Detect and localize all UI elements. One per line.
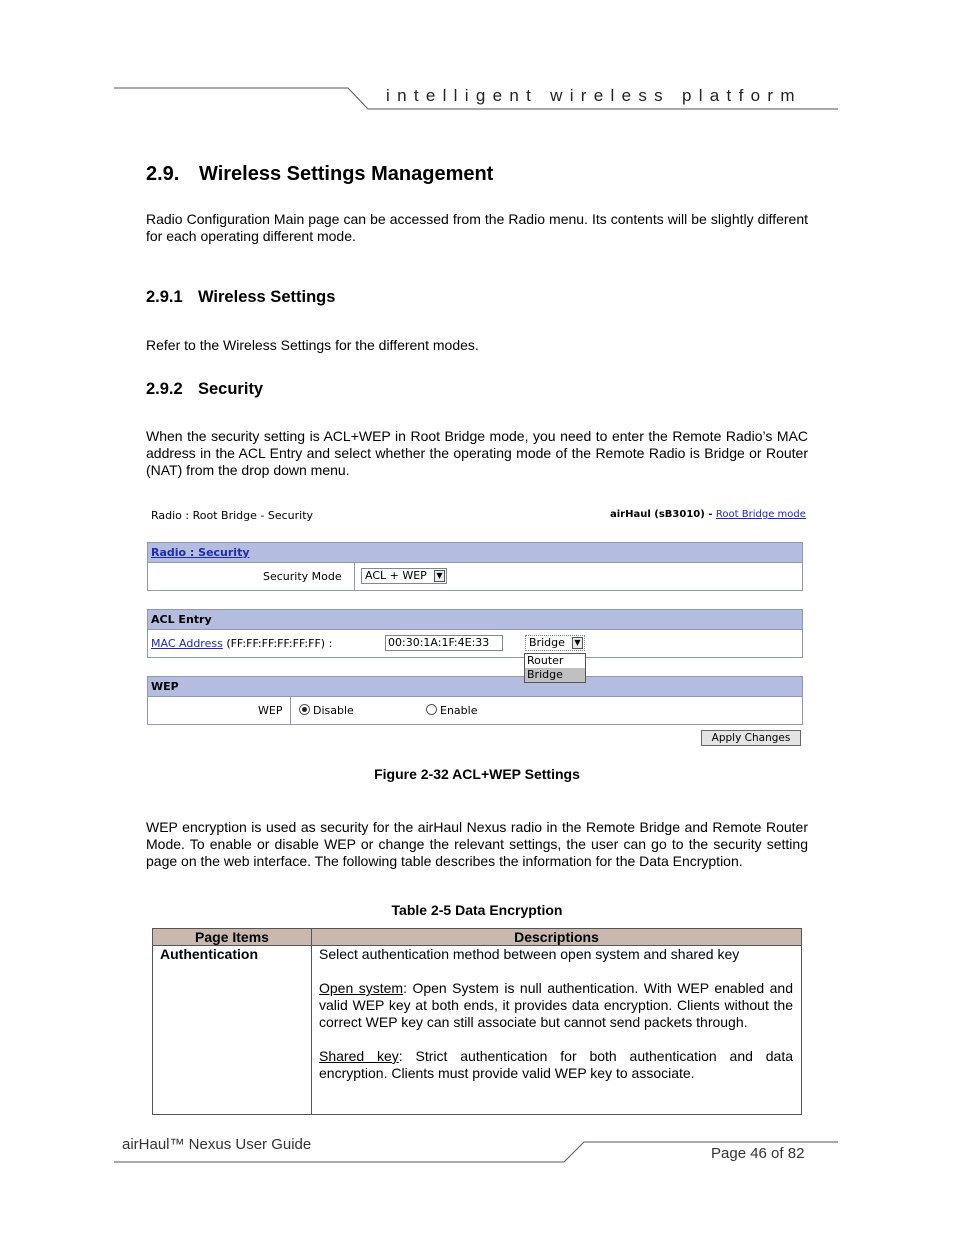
- figure-caption: Figure 2-32 ACL+WEP Settings: [374, 766, 580, 782]
- device-info: [610, 509, 806, 520]
- wep-disable-label: Disable: [313, 704, 354, 717]
- security-mode-select[interactable]: [361, 568, 447, 584]
- table-header-row: [153, 929, 802, 946]
- item-authentication: Authentication: [160, 946, 258, 962]
- subsection-title: Wireless Settings: [198, 288, 336, 306]
- wep-bar-title: WEP: [151, 680, 179, 693]
- mode-value: Bridge: [529, 636, 565, 649]
- device-name: airHaul (sB3010) -: [610, 509, 713, 520]
- acl-entry-row: [147, 630, 803, 658]
- shared-key-text: : Strict authentication for both authentication and data encryption. Clients must provide valid WEP key to associate.: [319, 1048, 793, 1081]
- security-bar-link[interactable]: Radio : Security: [151, 546, 250, 559]
- cell-divider: [354, 563, 355, 590]
- column-header-page-items: Page Items: [153, 929, 312, 946]
- table-caption: Table 2-5 Data Encryption: [391, 902, 563, 918]
- wep-label: WEP: [258, 704, 283, 717]
- mode-option-bridge[interactable]: Bridge: [525, 668, 585, 682]
- desc-intro: Select authentication method between open system and shared key: [319, 946, 740, 962]
- mac-format: (FF:FF:FF:FF:FF:FF) :: [226, 637, 333, 650]
- subsection-number: 2.9.1: [146, 288, 183, 306]
- open-system-text: : Open System is null authentication. With WEP enabled and valid WEP key at both ends, it provides data encryption. Clients without the correct WEP key can still associate but cannot send packets through.: [319, 980, 793, 1030]
- wep-enable-option[interactable]: [426, 704, 477, 717]
- wep-bar: [147, 676, 803, 697]
- cell-divider: [290, 697, 291, 724]
- footer-page-number: Page 46 of 82: [711, 1145, 805, 1162]
- subsection-title: Security: [198, 380, 264, 398]
- security-mode-value: ACL + WEP: [365, 569, 427, 582]
- radio-selected-icon[interactable]: [299, 704, 310, 715]
- wep-paragraph: WEP encryption is used as security for the airHaul Nexus radio in the Remote Bridge and Remote Router Mode. To enable or disable WEP or change the relevant settings, the user can go to the security setting page on the web interface. The following table describes the information for the Data Encryption.: [146, 819, 808, 869]
- subsection-heading-security: [146, 380, 263, 399]
- chevron-down-icon: ▼: [572, 637, 583, 649]
- desc-open-system: [319, 980, 793, 1031]
- table-row: [153, 946, 802, 1115]
- section-number: 2.9.: [146, 163, 180, 185]
- subsection-heading-wireless: [146, 288, 335, 307]
- mode-option-router[interactable]: Router: [527, 654, 564, 667]
- open-system-term: Open system: [319, 980, 404, 996]
- data-encryption-table: [152, 928, 802, 1115]
- security-mode-row: [147, 563, 803, 591]
- security-bar: [147, 542, 803, 563]
- mode-select[interactable]: [525, 635, 585, 651]
- footer-guide-title: airHaul™ Nexus User Guide: [122, 1136, 312, 1153]
- radio-unselected-icon[interactable]: [426, 704, 437, 715]
- item-cell: [153, 946, 312, 1115]
- column-header-descriptions: Descriptions: [312, 929, 802, 946]
- breadcrumb: Radio : Root Bridge - Security: [151, 509, 314, 522]
- header-tagline: intelligent wireless platform: [386, 86, 802, 105]
- acl-entry-bar: [147, 609, 803, 630]
- section-heading: [146, 163, 493, 186]
- wireless-paragraph: Refer to the Wireless Settings for the different modes.: [146, 337, 479, 353]
- acl-entry-title: ACL Entry: [151, 613, 212, 626]
- security-mode-label: Security Mode: [263, 570, 342, 583]
- wep-row: [147, 697, 803, 725]
- apply-changes-button[interactable]: Apply Changes: [701, 730, 801, 746]
- mac-label: [151, 637, 332, 650]
- section-title: Wireless Settings Management: [199, 163, 494, 185]
- wep-disable-option[interactable]: [299, 704, 354, 717]
- subsection-number: 2.9.2: [146, 380, 183, 398]
- mode-link[interactable]: Root Bridge mode: [715, 509, 806, 520]
- desc-shared-key: [319, 1048, 793, 1082]
- wep-enable-label: Enable: [440, 704, 478, 717]
- mac-address-input[interactable]: 00:30:1A:1F:4E:33: [385, 635, 503, 651]
- security-paragraph: When the security setting is ACL+WEP in Root Bridge mode, you need to enter the Remote Radio’s MAC address in the ACL Entry and select whether the operating mode of the Remote Radio is Bridge or Router (NAT) from the drop down menu.: [146, 428, 808, 478]
- description-cell: [312, 946, 802, 1115]
- intro-paragraph: Radio Configuration Main page can be accessed from the Radio menu. Its contents will be slightly different for each operating different mode.: [146, 211, 808, 244]
- chevron-down-icon: ▼: [434, 570, 445, 582]
- mac-address-link[interactable]: MAC Address: [151, 637, 223, 650]
- shared-key-term: Shared key: [319, 1048, 399, 1064]
- mode-dropdown-list: [524, 653, 586, 683]
